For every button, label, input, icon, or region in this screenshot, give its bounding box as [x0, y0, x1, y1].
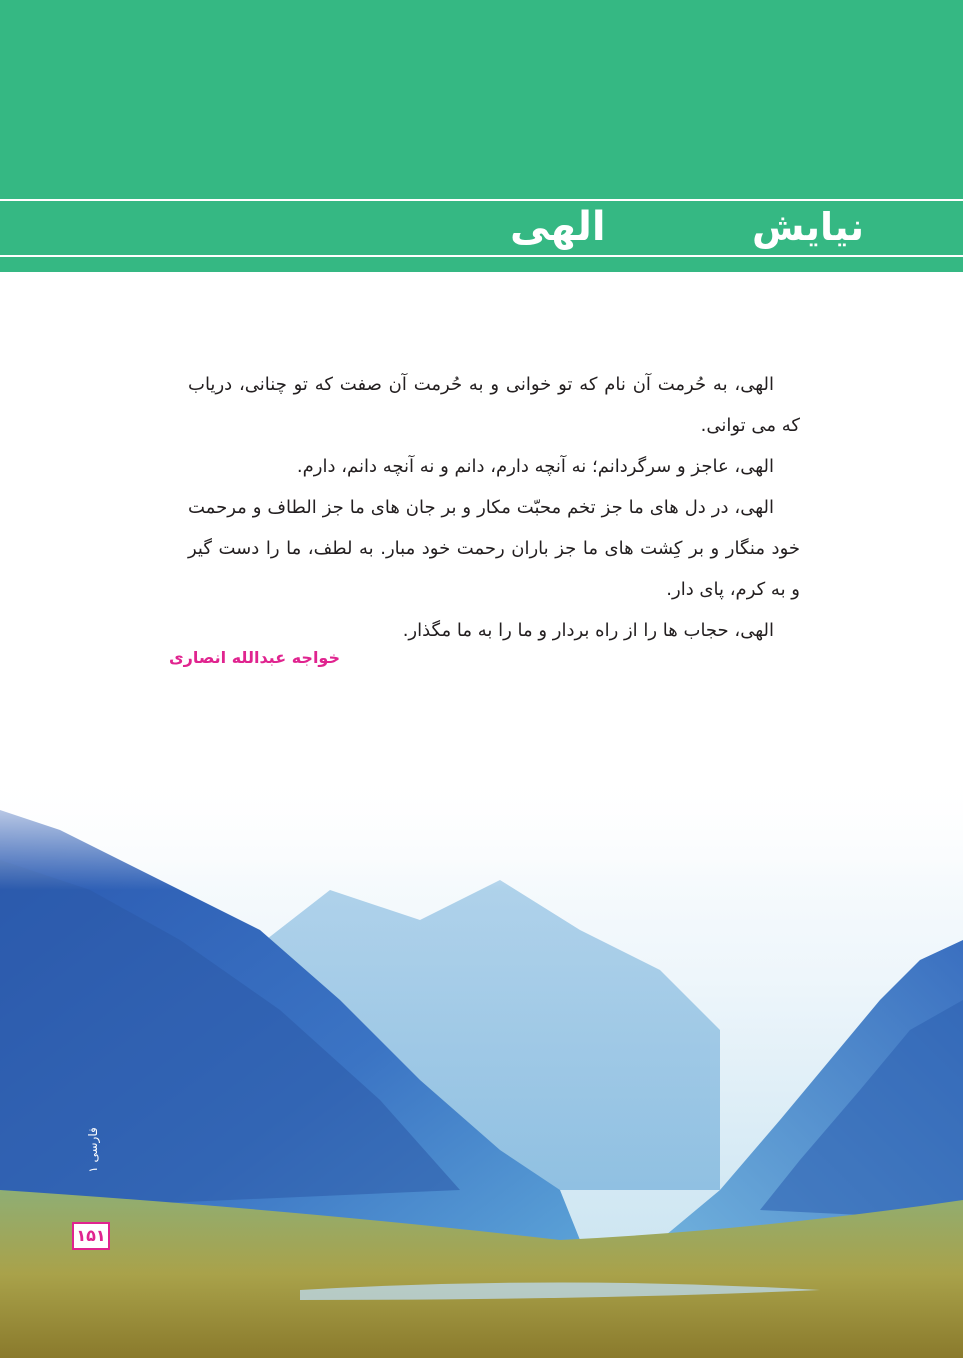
prayer-text [188, 364, 800, 651]
page-number: ۱۵۱ [72, 1222, 110, 1250]
prayer-paragraph: الهی، در دل های ما جز تخم محبّت مکار و بر جان های ما جز الطاف و مرحمت خود منگار و بر کِشت های ما جز باران رحمت خود مبار. به لطف، ما را دست گیر و به کرم، پای دار. [188, 497, 800, 600]
author-name: خواجه عبدالله انصاری [169, 648, 340, 667]
prayer-paragraph: الهی، عاجز و سرگردانم؛ نه آنچه دارم، دانم و نه آنچه دانم، دارم. [296, 456, 774, 477]
mountain-landscape-image [0, 770, 963, 1358]
prayer-paragraph: الهی، حجاب ها را از راه بردار و ما را به ما مگذار. [402, 620, 774, 641]
book-title: فارسی ۱ [86, 1127, 100, 1173]
lesson-title-word-2: الهی [510, 204, 606, 250]
header-banner [0, 0, 963, 272]
prayer-paragraph: الهی، به حُرمت آن نام که تو خوانی و به حُرمت آن صفت که تو چنانی، دریاب که می توانی. [188, 374, 800, 436]
lesson-title-word-1: نیایش [752, 205, 865, 249]
